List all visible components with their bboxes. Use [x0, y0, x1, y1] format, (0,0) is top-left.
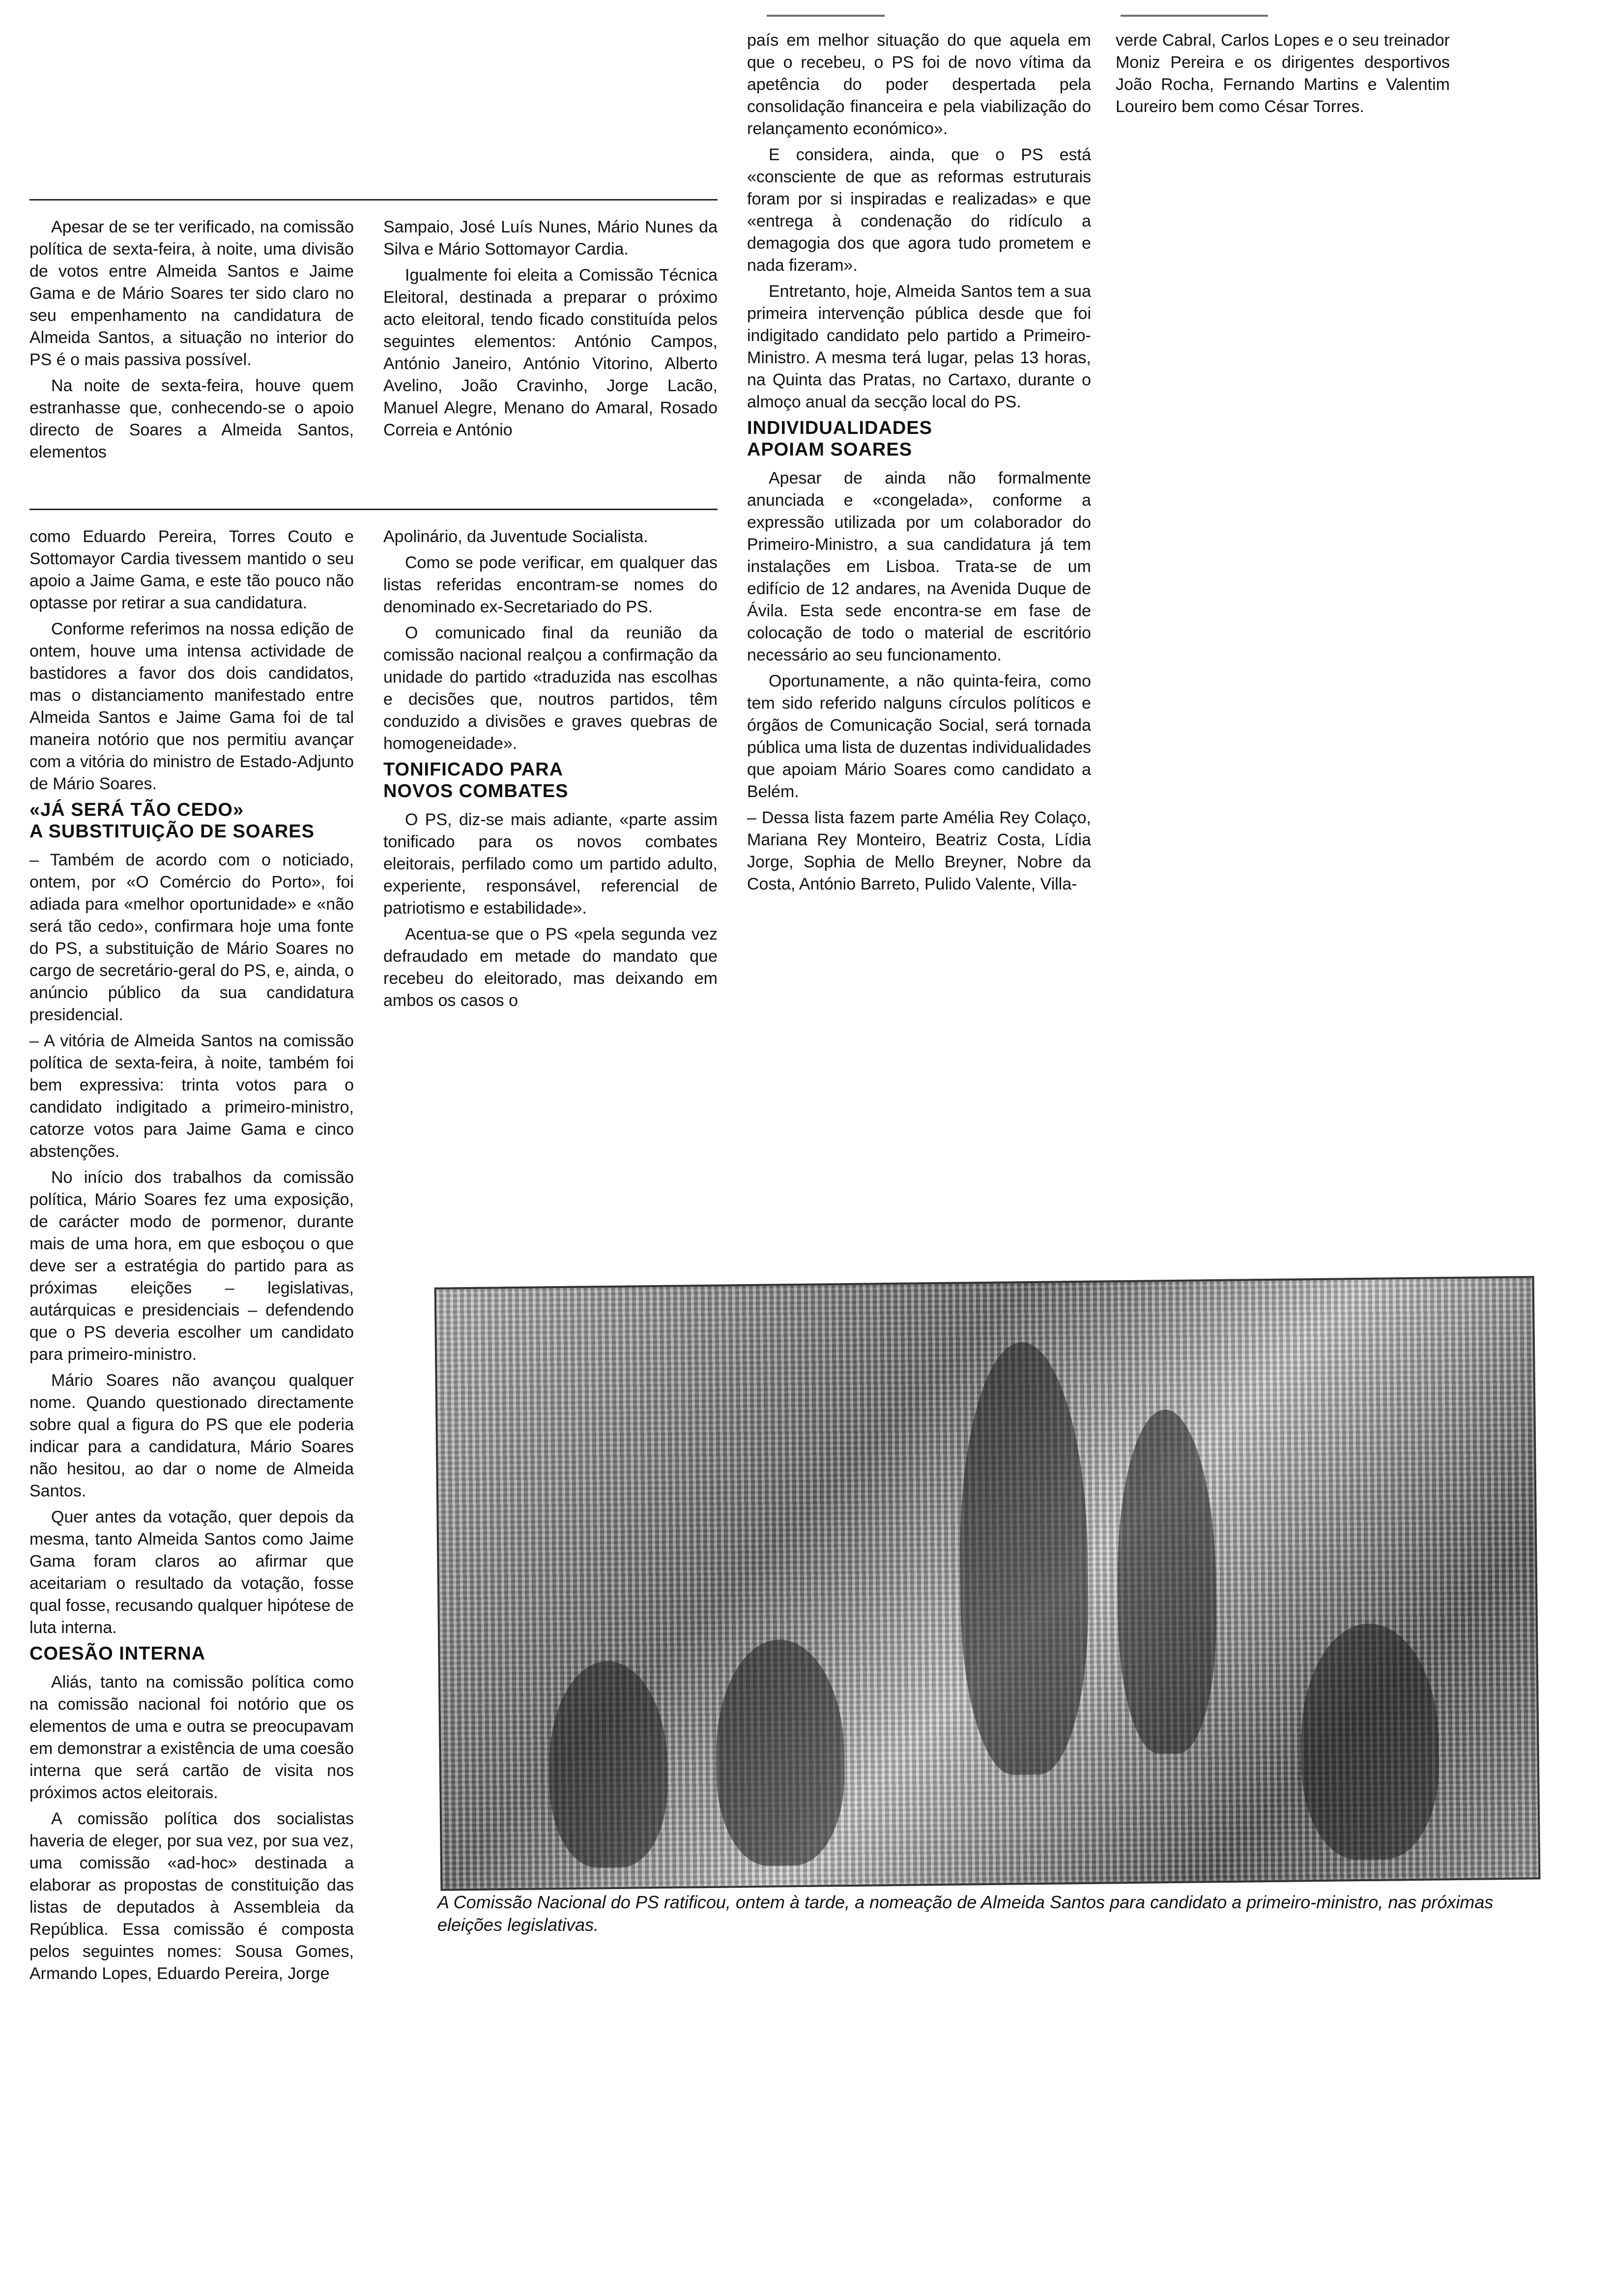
- article-paragraph: – Também de acordo com o noticiado, ontem, por «O Comércio do Porto», foi adiada para «melhor oportunidade» e «não será tão cedo», confirmara hoje uma fonte do PS, a substituição de Mário Soares no cargo de secretário-geral do PS, e, ainda, o anúncio público da sua candidatura presidencial.: [29, 851, 354, 1024]
- column-rule-top: [29, 199, 718, 201]
- article-paragraph: Oportunamente, a não quinta-feira, como tem sido referido nalguns círculos políticos e órgãos de Comunicação Social, será tornada pública uma lista de duzentas individualidades que apoiam Mário Soares como candidato a Belém.: [747, 672, 1091, 801]
- article-paragraph: como Eduardo Pereira, Torres Couto e Sottomayor Cardia tivessem mantido o seu apoio a Jaime Gama, e este tão pouco não optasse por retirar a sua candidatura.: [29, 527, 354, 612]
- news-photo: [434, 1276, 1541, 1891]
- article-paragraph: – A vitória de Almeida Santos na comissão política de sexta-feira, à noite, também foi bem expressiva: trinta votos para o candidato indigitado a primeiro-ministro, catorze votos para Jaime Gama e cinco abstenções.: [29, 1032, 354, 1161]
- article-paragraph: Como se pode verificar, em qualquer das listas referidas encontram-se nomes do denominado ex-Secretariado do PS.: [383, 553, 718, 616]
- article-paragraph: Conforme referimos na nossa edição de ontem, houve uma intensa actividade de bastidores a favor dos dois candidatos, mas o distanciamento manifestado entre Almeida Santos e Jaime Gama foi de tal maneira notório que nos permitiu avançar com a vitória do ministro de Estado-Adjunto de Mário Soares.: [29, 620, 354, 793]
- column-rule-middle: [29, 509, 718, 510]
- scan-mark: [1121, 15, 1268, 17]
- article-paragraph: Na noite de sexta-feira, houve quem estranhasse que, conhecendo-se o apoio directo de Soares a Almeida Santos, elementos: [29, 376, 354, 461]
- article-paragraph: país em melhor situação do que aquela em que o recebeu, o PS foi de novo vítima da apetência do poder despertada pela consolidação financeira e pela viabilização do relançamento económico».: [747, 31, 1091, 138]
- article-paragraph: Apolinário, da Juventude Socialista.: [383, 527, 648, 546]
- article-paragraph: A comissão política dos socialistas haveria de eleger, por sua vez, por sua vez, uma comissão «ad-hoc» destinada a elaborar as propostas de constituição das listas de deputados à Assembleia da República. Essa comissão é composta pelos seguintes nomes: Sousa Gomes, Armando Lopes, Eduardo Pereira, Jorge: [29, 1809, 354, 1983]
- article-paragraph: Apesar de ainda não formalmente anunciada e «congelada», conforme a expressão utilizada por um colaborador do Primeiro-Ministro, a sua candidatura já tem instalações em Lisboa. Trata-se de um edifício de 12 andares, na Avenida Duque de Ávila. Esta sede encontra-se em fase de colocação de todo o material de escritório necessário ao seu funcionamento.: [747, 469, 1091, 664]
- photo-figure: [958, 1342, 1090, 1776]
- article-paragraph: Mário Soares não avançou qualquer nome. Quando questionado directamente sobre qual a figura do PS que ele poderia indicar para a candidatura, Mário Soares não hesitou, ao dar o nome de Almeida Santos.: [29, 1371, 354, 1500]
- article-paragraph: Igualmente foi eleita a Comissão Técnica Eleitoral, destinada a preparar o próximo acto eleitoral, tendo ficado constituída pelos seguintes elementos: António Campos, António Janeiro, António Vitorino, Alberto Avelino, João Cravinho, Jorge Lacão, Manuel Alegre, Menano do Amaral, Rosado Correia e António: [383, 266, 718, 439]
- scan-mark: [767, 15, 885, 17]
- section-heading: «JÁ SERÁ TÃO CEDO» A SUBSTITUIÇÃO DE SOARES: [29, 800, 315, 842]
- article-paragraph: Apesar de se ter verificado, na comissão política de sexta-feira, à noite, uma divisão de votos entre Almeida Santos e Jaime Gama e de Mário Soares ter sido claro no seu empenhamento na candidatura de Almeida Santos, a situação no interior do PS é o mais passiva possível.: [29, 218, 354, 369]
- photo-figure: [1116, 1409, 1217, 1754]
- article-paragraph: Aliás, tanto na comissão política como na comissão nacional foi notório que os elementos de uma e outra se preocupavam em demonstrar a existência de uma coesão interna que será cartão de visita nos próximos actos eleitorais.: [29, 1673, 354, 1802]
- column-4: [1116, 29, 1450, 157]
- article-paragraph: O PS, diz-se mais adiante, «parte assim tonificado para os novos combates eleitorais, perfilado como um partido adulto, experiente, responsável, referencial de patriotismo e estabilidade».: [383, 810, 718, 918]
- photo-caption: A Comissão Nacional do PS ratificou, ontem à tarde, a nomeação de Almeida Santos para candidato a primeiro-ministro, nas próximas eleições legislativas.: [437, 1892, 1494, 1935]
- article-paragraph: Quer antes da votação, quer depois da mesma, tanto Almeida Santos como Jaime Gama foram claros ao afirmar que aceitariam o resultado da votação, fosse qual fosse, recusando qualquer hipótese de luta interna.: [29, 1508, 354, 1637]
- column-2-main: [383, 526, 718, 1106]
- article-paragraph: O comunicado final da reunião da comissão nacional realçou a confirmação da unidade do partido «traduzida nas escolhas e decisões que, noutros partidos, têm conduzido a divisões e graves quebras de homogeneidade».: [383, 624, 718, 753]
- column-1-top: [29, 216, 354, 491]
- section-heading: COESÃO INTERNA: [29, 1643, 206, 1664]
- article-paragraph: verde Cabral, Carlos Lopes e o seu treinador Moniz Pereira e os dirigentes desportivos João Rocha, Fernando Martins e Valentim Loureiro bem como César Torres.: [1116, 31, 1450, 116]
- article-paragraph: No início dos trabalhos da comissão política, Mário Soares fez uma exposição, de carácter modo de pormenor, durante mais de uma hora, em que esboçou o que deve ser a estratégia do partido para as próximas eleições – legislativas, autárquicas e presidenciais – defendendo que o PS deveria escolher um candidato para primeiro-ministro.: [29, 1168, 354, 1364]
- photo-figure: [1300, 1623, 1440, 1860]
- article-paragraph: – Dessa lista fazem parte Amélia Rey Colaço, Mariana Rey Monteiro, Beatriz Costa, Lídia Jorge, Sophia de Mello Breyner, Nobre da Costa, António Barreto, Pulido Valente, Villa-: [747, 808, 1091, 893]
- article-paragraph: Sampaio, José Luís Nunes, Mário Nunes da Silva e Mário Sottomayor Cardia.: [383, 218, 718, 258]
- column-3: [747, 29, 1091, 1130]
- article-paragraph: Entretanto, hoje, Almeida Santos tem a sua primeira intervenção pública desde que foi indigitado candidato pelo partido a Primeiro-Ministro. A mesma terá lugar, pelas 13 horas, na Quinta das Pratas, no Cartaxo, durante o almoço anual da secção local do PS.: [747, 282, 1091, 411]
- section-heading: TONIFICADO PARA NOVOS COMBATES: [383, 759, 569, 802]
- photo-figure: [715, 1639, 845, 1866]
- column-1-main: [29, 526, 354, 2138]
- article-paragraph: Acentua-se que o PS «pela segunda vez defraudado em metade do mandato que recebeu do eleitorado, mas deixando em ambos os casos o: [383, 925, 718, 1010]
- photo-figure: [548, 1661, 668, 1868]
- section-heading: INDIVIDUALIDADES APOIAM SOARES: [747, 418, 933, 460]
- column-2-top: [383, 216, 718, 491]
- article-paragraph: E considera, ainda, que o PS está «consciente de que as reformas estruturais foram por si inspiradas e realizadas» e que «entrega à condenação do ridículo a demagogia dos que agora tudo prometem e nada fizeram».: [747, 145, 1091, 275]
